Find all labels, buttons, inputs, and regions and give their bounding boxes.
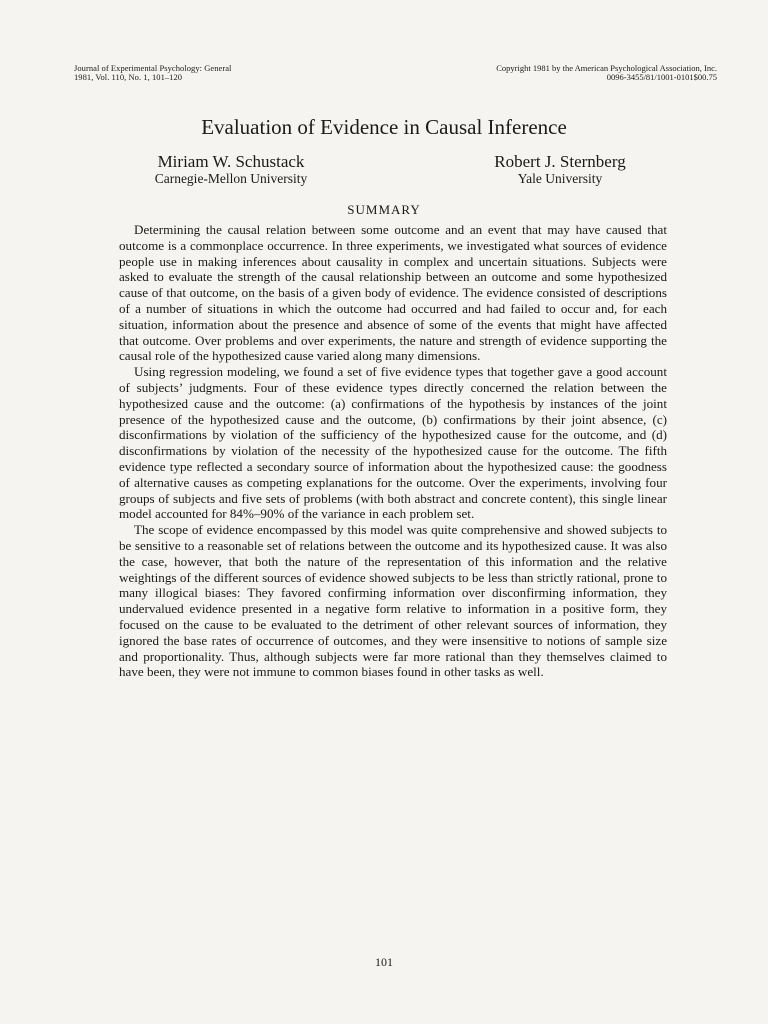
page-number: 101 — [375, 955, 393, 969]
copyright-line: Copyright 1981 by the American Psychological Association, Inc. — [496, 63, 717, 73]
copyright-notice — [496, 64, 717, 82]
journal-volume: 1981, Vol. 110, No. 1, 101–120 — [74, 72, 183, 82]
journal-citation — [74, 64, 231, 82]
summary-paragraph-1: Determining the causal relation between some outcome and an event that may have caused that outcome is a commonplace occurrence. In three experiments, we investigated what sources of evidence people use in making inferences about causality in complex and uncertain situations. Subjects were asked to evaluate the strength of the causal relationship between an outcome and some hypothesized cause of that outcome, on the basis of a given body of evidence. The evidence consisted of descriptions of a number of situations in which the outcome had occurred and had failed to occur and, for each situation, information about the presence and absence of some of the events that might have affected that outcome. Over problems and over experiments, the nature and strength of evidence supporting the causal role of the hypothesized cause varied along many dimensions. — [119, 222, 667, 364]
issn-line: 0096-3455/81/1001-0101$00.75 — [606, 72, 717, 82]
author-affiliation: Yale University — [517, 171, 603, 186]
author-name: Robert J. Sternberg — [494, 152, 626, 171]
summary-body — [119, 222, 667, 680]
author-1 — [136, 152, 326, 186]
paper-title: Evaluation of Evidence in Causal Inference — [201, 115, 567, 139]
author-name: Miriam W. Schustack — [157, 152, 305, 171]
summary-paragraph-3: The scope of evidence encompassed by this model was quite comprehensive and showed subjects to be sensitive to a reasonable set of relations between the outcome and its hypothesized cause. It was also the case, however, that both the nature of the representation of this information and the relative weightings of the different sources of evidence showed subjects to be less than strictly rational, prone to many illogical biases: They favored confirming information over disconfirming information, they undervalued evidence presented in a negative form relative to information in a positive form, they focused on the cause to be evaluated to the detriment of other relevant sources of information, they ignored the base rates of occurrence of outcomes, and they were insensitive to notions of sample size and proportionality. Thus, although subjects were far more rational than they themselves claimed to have been, they were not immune to common biases found in other tasks as well. — [119, 522, 667, 680]
summary-paragraph-2: Using regression modeling, we found a set of five evidence types that together gave a good account of subjects’ judgments. Four of these evidence types directly concerned the relation between the hypothesized cause and the outcome: (a) confirmations of the hypothesis by instances of the joint presence of the hypothesized cause and the outcome, (b) confirmations by their joint absence, (c) disconfirmations by violation of the sufficiency of the hypothesized cause for the outcome, and (d) disconfirmations by violation of the necessity of the hypothesized cause for the outcome. The fifth evidence type reflected a secondary source of information about the hypothesized cause: the goodness of alternative causes as competing explanations for the outcome. Over the experiments, involving four groups of subjects and five sets of problems (with both abstract and concrete content), this single linear model accounted for 84%–90% of the variance in each problem set. — [119, 364, 667, 522]
summary-heading: SUMMARY — [347, 202, 421, 217]
author-affiliation: Carnegie-Mellon University — [154, 171, 308, 186]
journal-name: Journal of Experimental Psychology: General — [74, 63, 232, 73]
author-2 — [470, 152, 650, 186]
